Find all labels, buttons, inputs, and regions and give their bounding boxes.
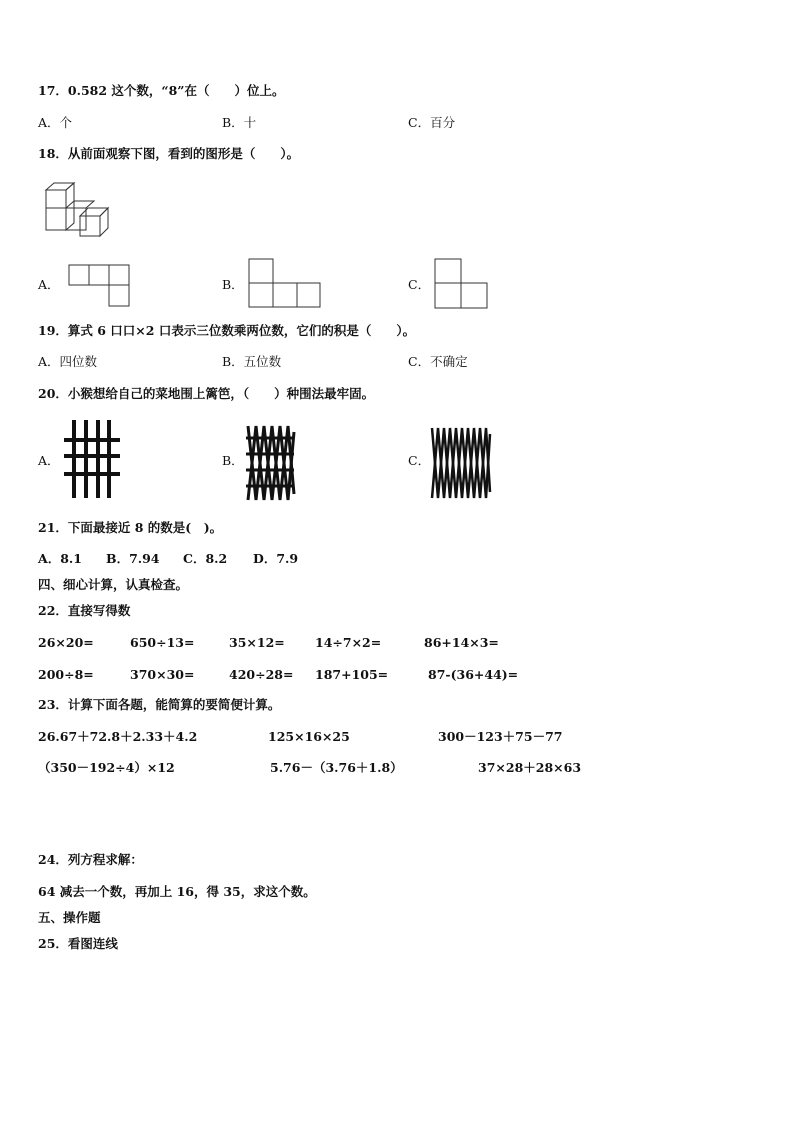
q18-option-a[interactable]: A． [38, 277, 60, 292]
q17-text: 17．0.582 这个数，“8”在（ ）位上。 [38, 83, 285, 98]
q21-option-d[interactable]: D．7.9 [253, 551, 299, 566]
q17-option-b[interactable]: B．十 [222, 115, 257, 130]
q22-expr: 420÷28= [229, 667, 294, 682]
q21-text: 21．下面最接近 8 的数是( )。 [38, 520, 223, 535]
cube-stack-figure [40, 180, 120, 242]
q21-option-c[interactable]: C．8.2 [183, 551, 228, 566]
q22-expr: 200÷8= [38, 667, 94, 682]
q25-text: 25．看图连线 [38, 936, 118, 951]
q24-text: 24．列方程求解： [38, 852, 143, 867]
fence-grid-figure [62, 418, 122, 500]
q22-text: 22．直接写得数 [38, 603, 131, 618]
q23-expr: （350－192÷4）×12 [38, 760, 175, 775]
q23-text: 23．计算下面各题，能简算的要简便计算。 [38, 697, 281, 712]
q18-option-b[interactable]: B． [222, 277, 244, 292]
q20-text: 20．小猴想给自己的菜地围上篱笆，（ ）种围法最牢固。 [38, 386, 375, 401]
q22-expr: 14÷7×2= [315, 635, 382, 650]
q17-option-a[interactable]: A．个 [38, 115, 73, 130]
q23-expr: 26.67＋72.8＋2.33＋4.2 [38, 729, 198, 744]
option-a-shape-figure [68, 264, 132, 308]
fence-crossed-grid-figure [244, 424, 296, 502]
q23-expr: 37×28＋28×63 [478, 760, 582, 775]
option-c-shape-figure [434, 258, 490, 310]
q23-expr: 125×16×25 [268, 729, 350, 744]
q21-option-b[interactable]: B．7.94 [106, 551, 160, 566]
q22-expr: 370×30= [130, 667, 195, 682]
option-b-shape-figure [248, 258, 322, 310]
q20-option-b[interactable]: B． [222, 453, 244, 468]
q18-option-c[interactable]: C． [408, 277, 431, 292]
q22-expr: 86+14×3= [424, 635, 499, 650]
q23-expr: 5.76－（3.76＋1.8） [270, 760, 403, 775]
q21-option-a[interactable]: A．8.1 [38, 551, 82, 566]
q19-option-b[interactable]: B．五位数 [222, 354, 282, 369]
section-5-title: 五、操作题 [38, 910, 101, 925]
q20-option-c[interactable]: C． [408, 453, 431, 468]
q17-option-c[interactable]: C．百分 [408, 115, 456, 130]
q19-text: 19．算式 6 口口×2 口表示三位数乘两位数，它们的积是（ ）。 [38, 323, 416, 338]
q24-subtext: 64 减去一个数，再加上 16，得 35，求这个数。 [38, 884, 316, 899]
fence-zigzag-figure [430, 424, 492, 502]
q19-option-a[interactable]: A．四位数 [38, 354, 98, 369]
q22-expr: 187+105= [315, 667, 389, 682]
q22-expr: 650÷13= [130, 635, 195, 650]
section-4-title: 四、细心计算，认真检查。 [38, 577, 189, 592]
q22-expr: 35×12= [229, 635, 285, 650]
q22-expr: 26×20= [38, 635, 94, 650]
q18-text: 18．从前面观察下图，看到的图形是（ ）。 [38, 146, 300, 161]
q19-option-c[interactable]: C．不确定 [408, 354, 468, 369]
q20-option-a[interactable]: A． [38, 453, 60, 468]
q22-expr: 87-(36+44)= [428, 667, 519, 682]
q23-expr: 300－123＋75－77 [438, 729, 563, 744]
